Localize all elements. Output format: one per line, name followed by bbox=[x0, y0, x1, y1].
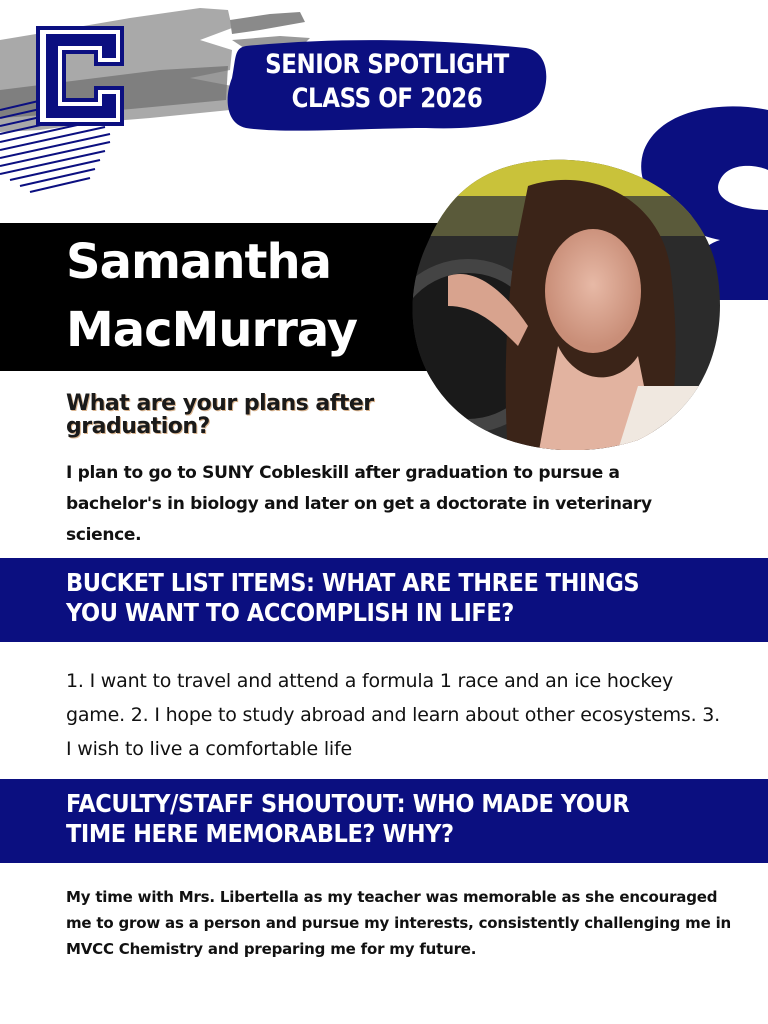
shoutout-title: FACULTY/STAFF SHOUTOUT: WHO MADE YOUR TIME HERE MEMORABLE? WHY? bbox=[66, 789, 630, 848]
block-letter-c-logo bbox=[30, 20, 130, 132]
shoutout-answer: My time with Mrs. Libertella as my teacher was memorable as she encouraged me to grow as a person and pursue my interests, consistently challenging me in MVCC Chemistry and preparing me for my future. bbox=[66, 888, 731, 958]
answer-plans: I plan to go to SUNY Cobleskill after graduation to pursue a bachelor's in biology and later on get a doctorate in veterinary science. bbox=[66, 463, 652, 545]
banner-line-1: SENIOR SPOTLIGHT bbox=[265, 49, 509, 80]
student-portrait-photo bbox=[408, 156, 726, 450]
question-plans: What are your plans after graduation? bbox=[66, 391, 374, 439]
bucket-list-answer: 1. I want to travel and attend a formula 1 race and an ice hockey game. 2. I hope to study abroad and learn about other ecosystems. 3. I wish to live a comfortable life bbox=[66, 670, 720, 760]
bucket-list-title: BUCKET LIST ITEMS: WHAT ARE THREE THINGS YOU WANT TO ACCOMPLISH IN LIFE? bbox=[66, 568, 640, 627]
banner-title bbox=[226, 48, 548, 116]
student-last-name: MacMurray bbox=[66, 302, 358, 358]
student-first-name: Samantha bbox=[66, 234, 332, 290]
banner-line-2: CLASS OF 2026 bbox=[291, 83, 483, 114]
